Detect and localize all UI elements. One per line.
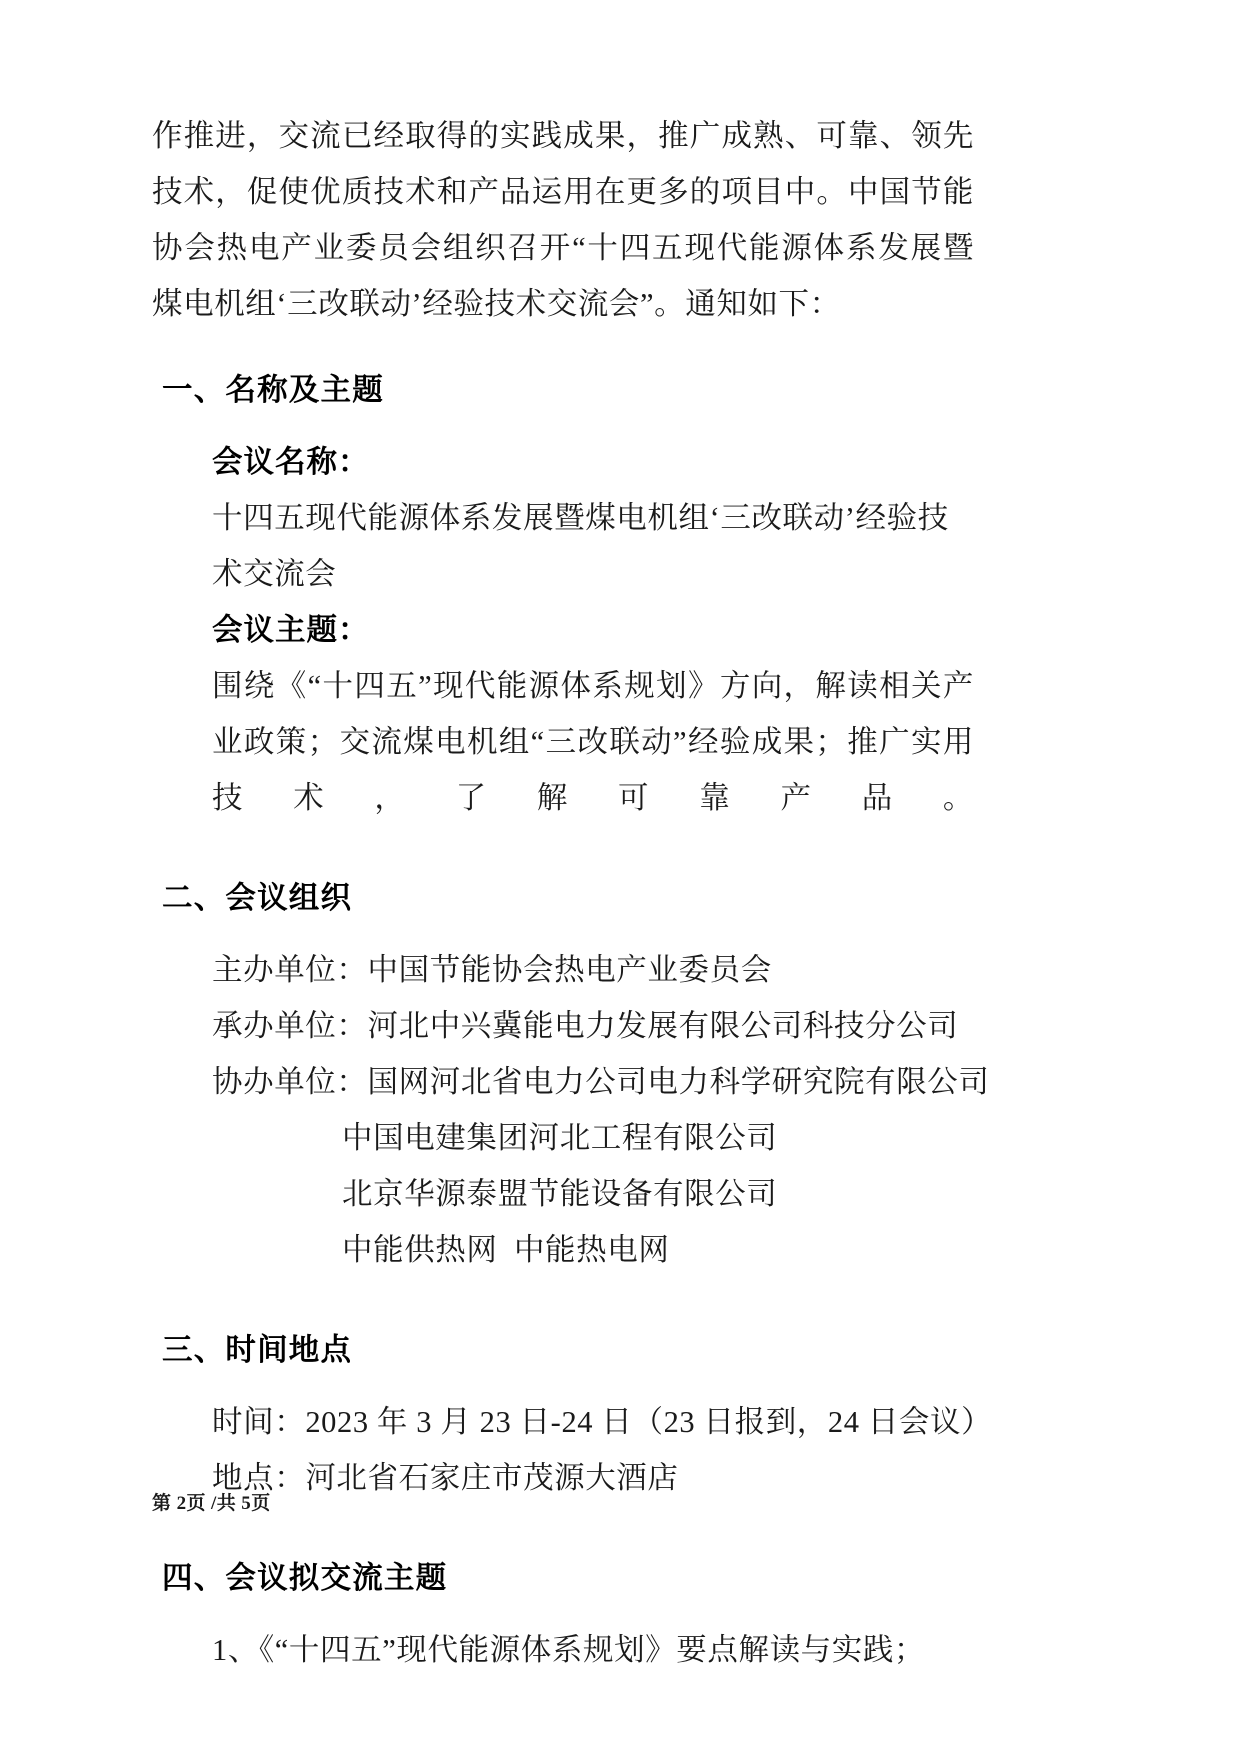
meeting-time-label: 时间： [212,1405,306,1439]
footer-total-unit: 页 [251,1493,271,1514]
cosponsor-extra-3: 中能供热网 中能热电网 [342,1233,670,1267]
organizer-undertaker-label: 承办单位： [212,1009,368,1043]
organizer-cosponsor-label: 协办单位： [212,1065,368,1099]
section-heading-3: 三、时间地点 [162,1333,353,1367]
meeting-venue-value: 河北省石家庄市茂源大酒店 [305,1461,679,1495]
document-body [152,108,993,1678]
section-heading-2: 二、会议组织 [162,881,353,915]
organizer-host-label: 主办单位： [212,953,368,987]
organizer-host-row [152,942,974,998]
spacer [152,332,974,362]
section-heading-4: 四、会议拟交流主题 [162,1561,448,1595]
sub-heading-meeting-theme: 会议主题： [212,613,370,647]
section-heading-1: 一、名称及主题 [162,373,384,407]
spacer [152,1278,974,1322]
meeting-venue-label: 地点： [212,1461,306,1495]
meeting-time-row [152,1394,993,1450]
meeting-time-value: 2023 年 3 月 23 日-24 日（23 日报到，24 日会议） [305,1405,993,1439]
intro-paragraph [152,108,974,332]
spacer [152,418,974,434]
spacer [152,1606,974,1622]
spacer [152,1378,974,1394]
organizer-undertaker-row [152,998,974,1054]
organizer-undertaker-value: 河北中兴冀能电力发展有限公司科技分公司 [367,1009,959,1043]
spacer [152,826,974,870]
spacer [152,926,974,942]
sub-heading-meeting-name: 会议名称： [212,445,370,479]
footer-page-label: 第 [152,1493,172,1514]
organizer-host-value: 中国节能协会热电产业委员会 [367,953,772,987]
footer-total-pages: 5 [241,1493,252,1514]
footer-current-page: 2 [176,1493,187,1514]
cosponsor-extra-2: 北京华源泰盟节能设备有限公司 [342,1177,778,1211]
organizer-cosponsor-row [152,1054,990,1110]
intro-paragraph-text: 作推进，交流已经取得的实践成果，推广成熟、可靠、领先技术，促使优质技术和产品运用在更多的项目中。中国节能协会热电产业委员会 [152,119,974,265]
cosponsor-extra-1: 中国电建集团河北工程有限公司 [342,1121,778,1155]
footer-separator: /共 [211,1493,237,1514]
meeting-name-value: 十四五现代能源体系发展暨煤电机组‘三改联动’经验技术交流会 [212,501,949,591]
topic-list-item-1: 1、《“十四五”现代能源体系规划》要点解读与实践； [212,1633,926,1667]
page-footer [152,1488,974,1515]
intro-paragraph-tail: 。通知如下： [654,287,841,321]
meeting-theme-value: 围绕《“十四五”现代能源体系规划》方向，解读相关产业政策；交流煤电机组“三改联动”经验成果；推广实用技术，了解可靠产品。 [212,669,974,815]
intro-paragraph-bold-title: 组织召开“十四五现代能源体系发展暨煤电机组‘三改联动’经验技术交流会” [152,231,974,321]
footer-page-unit: 页 [186,1493,206,1514]
organizer-cosponsor-value: 国网河北省电力公司电力科学研究院有限公司 [367,1065,990,1099]
